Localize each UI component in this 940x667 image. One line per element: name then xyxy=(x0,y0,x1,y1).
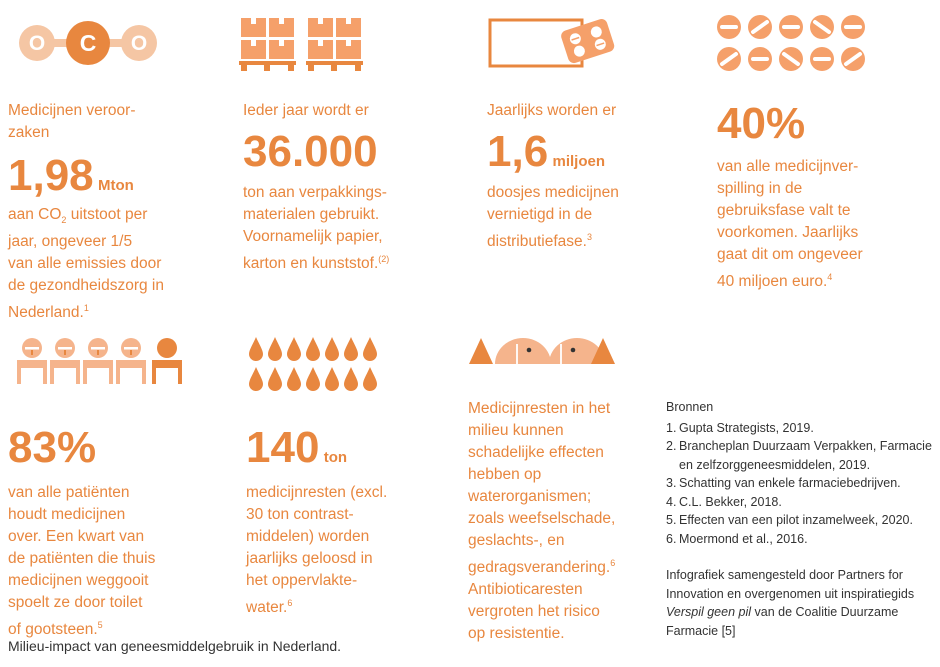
sources xyxy=(666,398,934,640)
destroyed-text: doosjes medicijnen vernietigd in de distributiefase.$^3$ xyxy=(487,184,619,251)
residues-value: 140 xyxy=(246,423,320,472)
residues-ref: 6 xyxy=(287,598,293,608)
patients-ref: 5 xyxy=(97,620,103,630)
figure-caption: Milieu-impact van geneesmiddelgebruik in Nederland. xyxy=(8,638,342,654)
packaging-intro: Ieder jaar wordt er xyxy=(243,102,369,119)
medicine-package-icon xyxy=(488,14,628,72)
fish-icon xyxy=(467,332,617,368)
packaging-text: ton aan verpakkings- materialen gebruikt. Voornamelijk papier, karton en kunststof.$^{(2)}$ xyxy=(243,184,390,273)
sources-list xyxy=(666,419,934,549)
water-drops-icon xyxy=(246,334,381,394)
stat-environment xyxy=(468,398,658,645)
destroyed-unit: miljoen xyxy=(552,153,605,170)
emissions-intro: Medicijnen veroor- zaken xyxy=(8,102,136,141)
stat-residues xyxy=(246,424,461,619)
waste-value: 40% xyxy=(717,99,806,148)
destroyed-intro: Jaarlijks worden er xyxy=(487,102,617,119)
source-item: 5. Effecten van een pilot inzamelweek, 2020. xyxy=(666,513,913,527)
source-item: 4. C.L. Bekker, 2018. xyxy=(666,494,782,509)
stat-destroyed xyxy=(487,100,687,253)
emissions-text: aan $CO_2$ uitstoot per jaar, ongeveer 1/5 van alle emissies door de gezondheidszorg in Nederland.$^1$ xyxy=(8,206,164,322)
sources-heading: Bronnen xyxy=(666,400,714,414)
pills-icon xyxy=(716,14,876,74)
destroyed-value: 1,6 xyxy=(487,127,549,176)
source-item: 2. Brancheplan Duurzaam Verpakken, Farmacie en zelfzorggeneesmiddelen, 2019. xyxy=(666,439,932,472)
molecule-label-o1: O xyxy=(28,32,46,55)
packaging-ref: (2) xyxy=(378,254,390,264)
packaging-value: 36.000 xyxy=(243,127,378,176)
credit: Infografiek samengesteld door Partners for Innovation en overgenomen uit inspiratiegids Verspil geen pil van de Coalitie Duurzame Farmacie [5] xyxy=(666,568,915,638)
people-icon xyxy=(12,336,188,386)
source-item: 1. Gupta Strategists, 2019. xyxy=(666,420,814,435)
stat-emissions xyxy=(8,100,218,324)
environment-ref: 6 xyxy=(610,558,616,568)
emissions-ref: 1 xyxy=(83,303,89,314)
pallet-boxes-icon xyxy=(238,16,378,72)
molecule-label-o2: O xyxy=(130,32,148,55)
patients-value: 83% xyxy=(8,423,97,472)
emissions-unit: Mton xyxy=(97,177,134,194)
destroyed-ref: 3 xyxy=(586,232,592,242)
waste-text: van alle medicijnver- spilling in de gebruiksfase valt te voorkomen. Jaarlijks gaat dit om ongeveer 40 miljoen euro.$^4$ xyxy=(717,158,863,291)
molecule-label-c: C xyxy=(79,30,97,56)
emissions-value: 1,98 xyxy=(8,151,94,200)
stat-packaging xyxy=(243,100,453,275)
environment-text: Medicijnresten in het milieu kunnen schadelijke effecten hebben op waterorganismen; zoals weefselschade, geslachts-, en gedragsverandering.$^6$ xyxy=(468,400,616,577)
stat-waste xyxy=(717,100,932,293)
residues-text: medicijnresten (excl. 30 ton contrast- middelen) worden jaarlijks geloosd in het oppervlakte- water.$^6$ xyxy=(246,484,388,617)
source-item: 6. Moermond et al., 2016. xyxy=(666,531,808,546)
waste-ref: 4 xyxy=(827,272,833,282)
source-item: 3. Schatting van enkele farmaciebedrijven. xyxy=(666,476,901,490)
environment-text2: Antibioticaresten vergroten het risico op resistentie. xyxy=(468,581,600,643)
co2-molecule-icon xyxy=(14,18,164,70)
stat-patients xyxy=(8,424,223,641)
residues-unit: ton xyxy=(323,449,348,466)
patients-text: van alle patiënten houdt medicijnen over. Een kwart van de patiënten die thuis medicijnen weggooit spoelt ze door toilet of gootsteen.$^5$ xyxy=(8,484,156,639)
